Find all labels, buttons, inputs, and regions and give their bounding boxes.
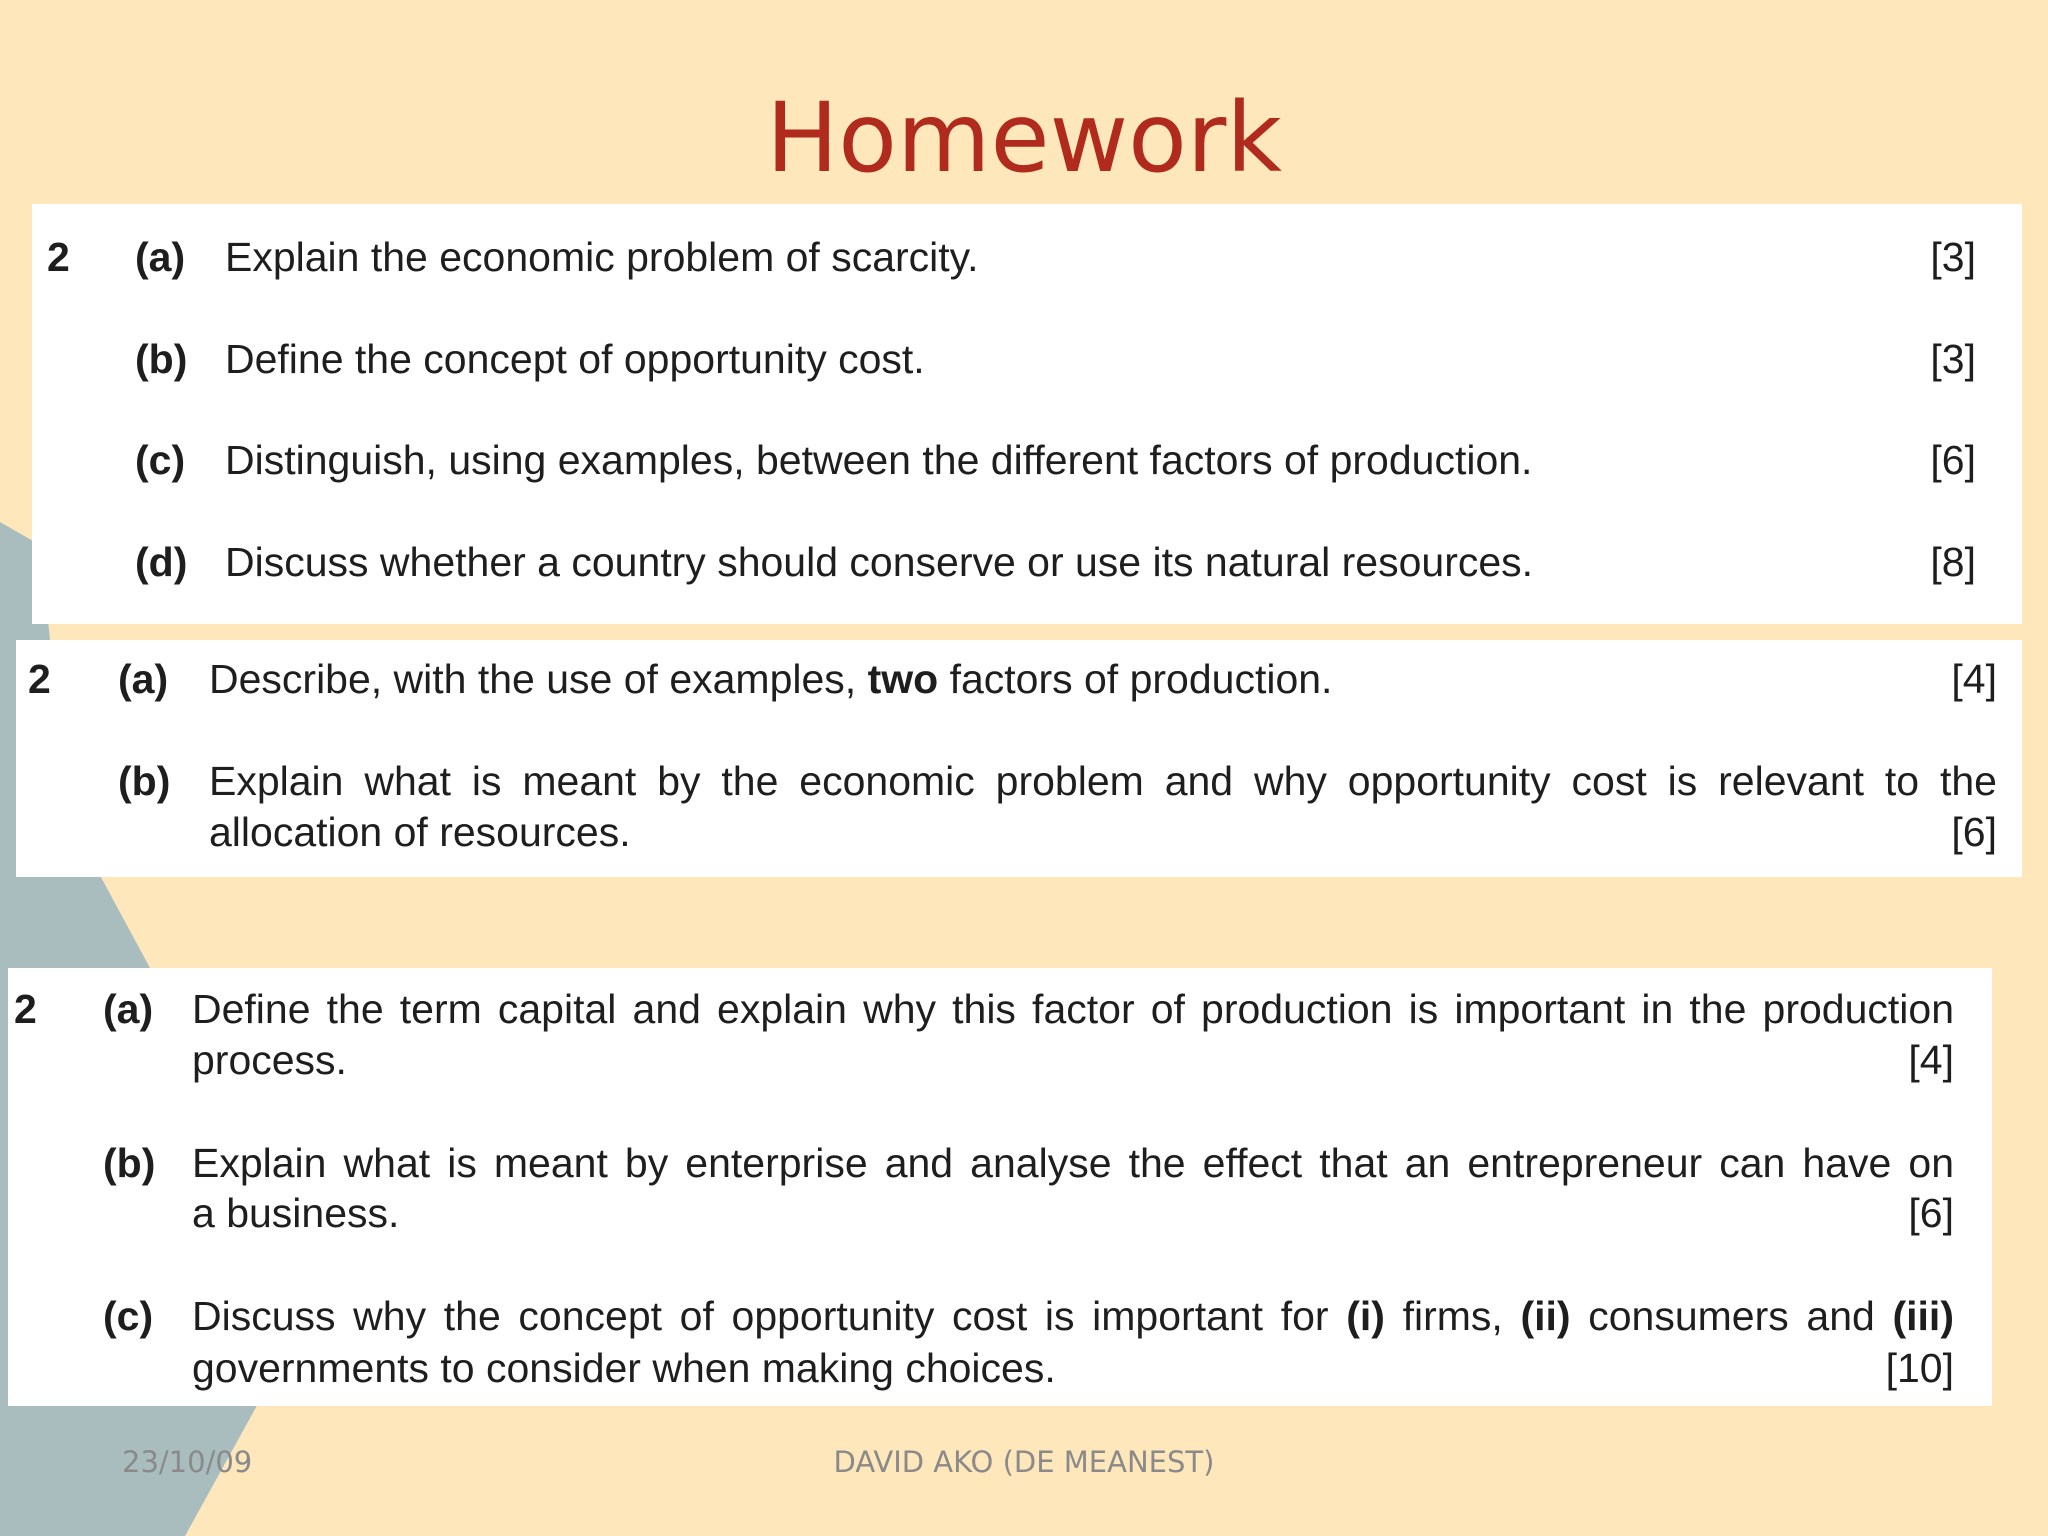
item-text: Explain what is meant by enterprise and analyse the effect that an entrepreneur can have on (192, 1140, 1954, 1186)
item-marks: [3] (1930, 234, 1976, 280)
item-marks: [6] (1930, 437, 1976, 483)
item-label: (a) (103, 986, 154, 1032)
item-text: Explain what is meant by the economic problem and why opportunity cost is relevant to the (209, 758, 1997, 804)
item-label: (c) (103, 1293, 154, 1339)
item-label: (c) (135, 437, 186, 483)
item-marks: [6] (1908, 1190, 1954, 1236)
item-label: (b) (118, 758, 171, 804)
item-text: Describe, with the use of examples, two factors of production. (209, 656, 1333, 702)
item-label: (b) (103, 1140, 156, 1186)
question-block-1 (32, 204, 2022, 624)
question-number: 2 (47, 234, 70, 280)
item-label: (a) (118, 656, 169, 702)
item-text-continued: process. (192, 1037, 347, 1083)
item-marks: [6] (1951, 809, 1997, 855)
question-block-3 (8, 968, 1992, 1406)
item-text-continued: allocation of resources. (209, 809, 631, 855)
question-number: 2 (14, 986, 37, 1032)
item-marks: [10] (1885, 1345, 1954, 1391)
item-label: (d) (135, 539, 188, 585)
item-marks: [8] (1930, 539, 1976, 585)
item-text: Discuss whether a country should conserve or use its natural resources. (225, 539, 1534, 585)
item-marks: [3] (1930, 336, 1976, 382)
item-text: Distinguish, using examples, between the different factors of production. (225, 437, 1533, 483)
item-marks: [4] (1908, 1037, 1954, 1083)
item-label: (b) (135, 336, 188, 382)
item-text: Define the concept of opportunity cost. (225, 336, 925, 382)
item-text: Explain the economic problem of scarcity. (225, 234, 979, 280)
item-text: Discuss why the concept of opportunity cost is important for (i) firms, (ii) consumers and (iii) (192, 1293, 1954, 1339)
footer-date: 23/10/09 (122, 1445, 253, 1479)
question-block-2 (16, 640, 2022, 877)
item-marks: [4] (1951, 656, 1997, 702)
item-text-continued: a business. (192, 1190, 400, 1236)
page-title: Homework (766, 82, 1282, 194)
footer-author: DAVID AKO (DE MEANEST) (833, 1445, 1215, 1479)
question-number: 2 (28, 656, 51, 702)
item-text: Define the term capital and explain why this factor of production is important in the production (192, 986, 1954, 1032)
item-label: (a) (135, 234, 186, 280)
item-text-continued: governments to consider when making choices. (192, 1345, 1056, 1391)
